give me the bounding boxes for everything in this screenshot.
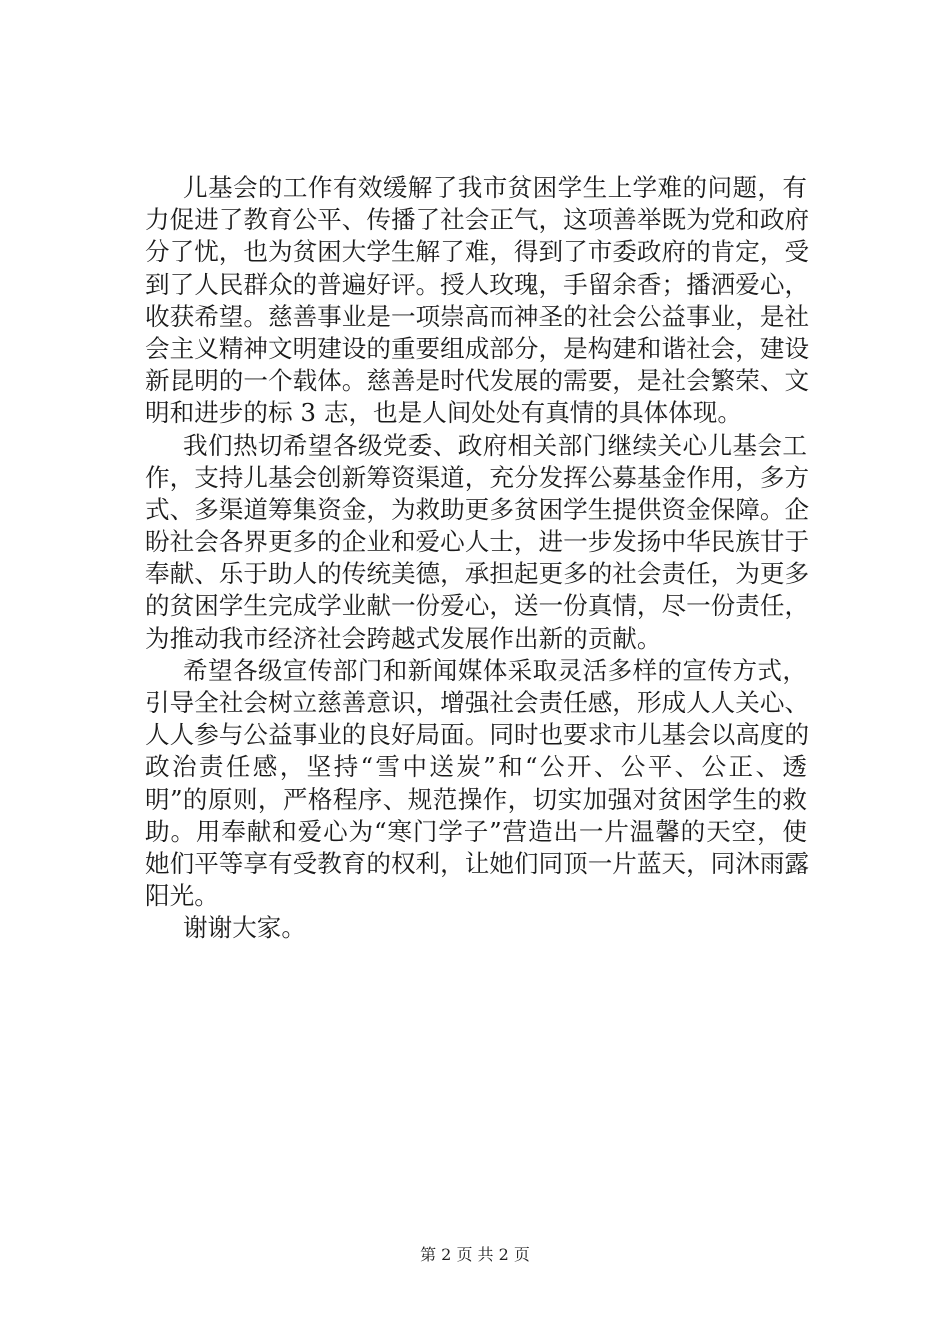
text-line: 分了忧，也为贫困大学生解了难，得到了市委政府的肯定，受 [145, 237, 810, 267]
text-line: 助。用奉献和爱心为“寒门学子”营造出一片温馨的天空，使 [145, 816, 807, 846]
text-line: 政治责任感，坚持“雪中送炭”和“公开、公平、公正、透 [145, 752, 807, 782]
text-line: 奉献、乐于助人的传统美德，承担起更多的社会责任，为更多 [145, 559, 810, 589]
text-line: 明”的原则，严格程序、规范操作，切实加强对贫困学生的救 [145, 784, 807, 814]
text-line: 式、多渠道筹集资金，为救助更多贫困学生提供资金保障。企 [145, 494, 810, 524]
text-line: 我们热切希望各级党委、政府相关部门继续关心儿基会工 [183, 430, 807, 460]
text-line: 人人参与公益事业的良好局面。同时也要求市儿基会以高度的 [145, 720, 810, 750]
text-line: 她们平等享有受教育的权利，让她们同顶一片蓝天，同沐雨露 [145, 848, 810, 878]
text-line: 收获希望。慈善事业是一项崇高而神圣的社会公益事业，是社 [145, 301, 810, 331]
document-body [145, 172, 810, 945]
text-line: 到了人民群众的普遍好评。授人玫瑰，手留余香；播洒爱心， [145, 269, 810, 299]
paragraph-2 [145, 430, 810, 655]
paragraph-1 [145, 172, 810, 430]
text-line: 作，支持儿基会创新筹资渠道，充分发挥公募基金作用，多方 [145, 462, 810, 492]
paragraph-3 [145, 655, 810, 913]
text-line: 盼社会各界更多的企业和爱心人士，进一步发扬中华民族甘于 [145, 527, 810, 557]
text-line: 会主义精神文明建设的重要组成部分，是构建和谐社会，建设 [145, 333, 810, 363]
text-line: 儿基会的工作有效缓解了我市贫困学生上学难的问题，有 [183, 173, 807, 202]
text-line: 为推动我市经济社会跨越式发展作出新的贡献。 [145, 623, 662, 653]
text-line: 阳光。 [145, 881, 219, 911]
text-line: 新昆明的一个载体。慈善是时代发展的需要，是社会繁荣、文 [145, 366, 810, 396]
closing-line: 谢谢大家。 [183, 913, 306, 943]
text-line: 的贫困学生完成学业献一份爱心，送一份真情，尽一份责任， [145, 591, 810, 621]
text-line: 引导全社会树立慈善意识，增强社会责任感，形成人人关心、 [145, 688, 810, 717]
text-line: 希望各级宣传部门和新闻媒体采取灵活多样的宣传方式， [183, 655, 807, 685]
text-line: 明和进步的标 3 志，也是人间处处有真情的具体体现。 [145, 398, 742, 428]
page-footer: 第 2 页 共 2 页 [420, 1245, 530, 1264]
text-line: 力促进了教育公平、传播了社会正气，这项善举既为党和政府 [145, 205, 810, 235]
paragraph-4 [145, 912, 807, 944]
